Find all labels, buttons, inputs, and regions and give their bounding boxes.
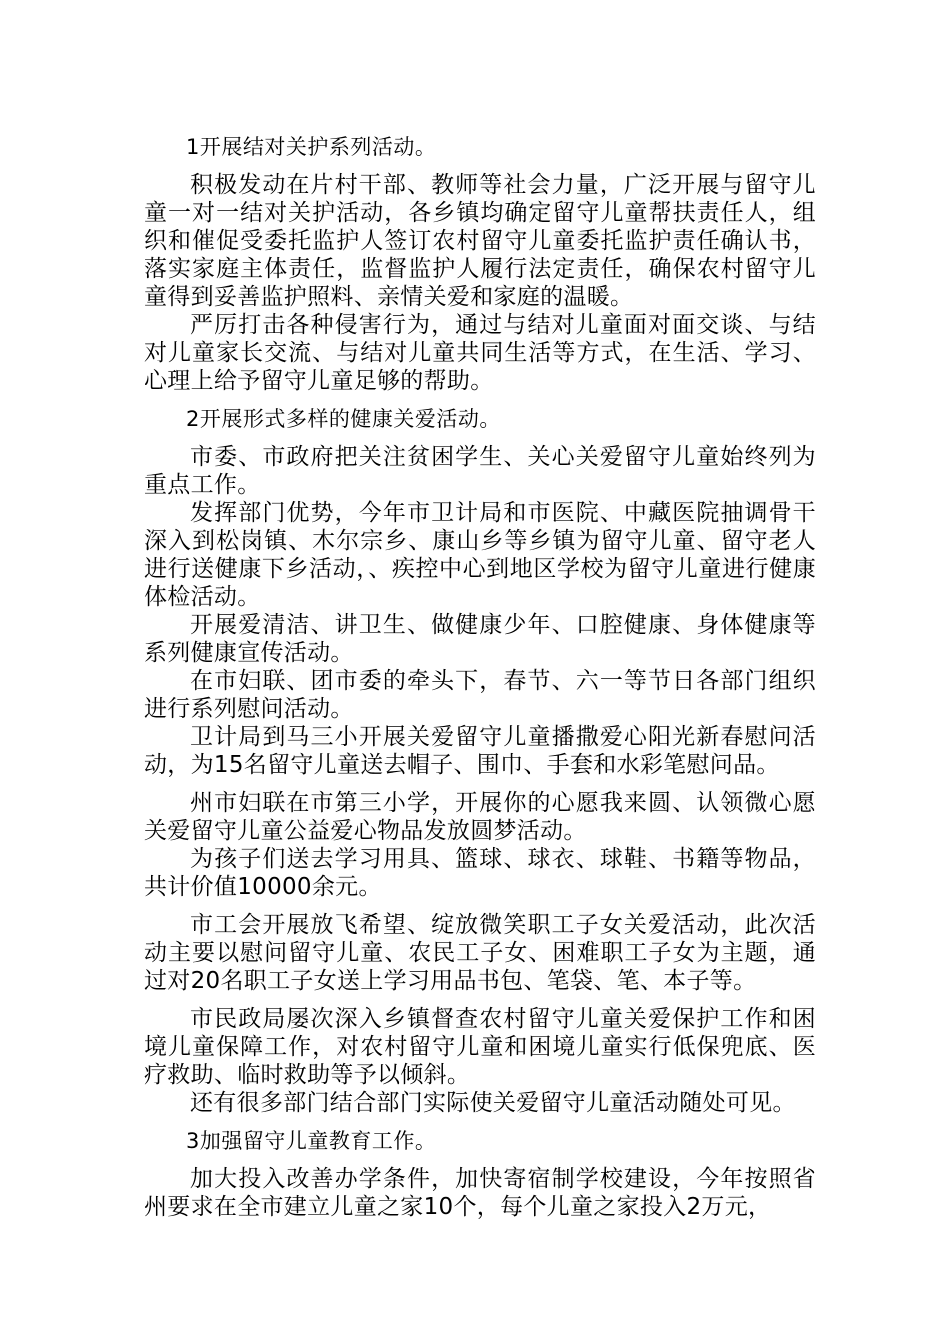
paragraph: 市民政局屡次深入乡镇督查农村留守儿童关爱保护工作和困境儿童保障工作，对农村留守儿童和困境儿童实行低保兜底、医疗救助、临时救助等予以倾斜。 — [144, 1006, 816, 1088]
paragraph: 为孩子们送去学习用具、篮球、球衣、球鞋、书籍等物品，共计价值10000余元。 — [144, 846, 816, 900]
paragraph: 积极发动在片村干部、教师等社会力量，广泛开展与留守儿童一对一结对关护活动，各乡镇均确定留守儿童帮扶责任人，组织和催促受委托监护人签订农村留守儿童委托监护责任确认书，落实家庭主体责任，监督监护人履行法定责任，确保农村留守儿童得到妥善监护照料、亲情关爱和家庭的温暖。 — [144, 172, 816, 310]
paragraph: 开展爱清洁、讲卫生、做健康少年、口腔健康、身体健康等系列健康宣传活动。 — [144, 612, 816, 666]
paragraph: 市委、市政府把关注贫困学生、关心关爱留守儿童始终列为重点工作。 — [144, 444, 816, 498]
section-heading-1: 1开展结对关护系列活动。 — [186, 135, 437, 159]
paragraph: 在市妇联、团市委的牵头下，春节、六一等节日各部门组织进行系列慰问活动。 — [144, 668, 816, 722]
paragraph: 卫计局到马三小开展关爱留守儿童播撒爱心阳光新春慰问活动，为15名留守儿童送去帽子、围巾、手套和水彩笔慰问品。 — [144, 724, 816, 778]
paragraph: 市工会开展放飞希望、绽放微笑职工子女关爱活动，此次活动主要以慰问留守儿童、农民工子女、困难职工子女为主题，通过对20名职工子女送上学习用品书包、笔袋、笔、本子等。 — [144, 912, 816, 994]
section-heading-3: 3加强留守儿童教育工作。 — [186, 1129, 437, 1153]
paragraph: 加大投入改善办学条件，加快寄宿制学校建设，今年按照省州要求在全市建立儿童之家10个，每个儿童之家投入2万元， — [144, 1166, 816, 1220]
paragraph: 严厉打击各种侵害行为，通过与结对儿童面对面交谈、与结对儿童家长交流、与结对儿童共同生活等方式，在生活、学习、心理上给予留守儿童足够的帮助。 — [144, 312, 816, 394]
section-heading-2: 2开展形式多样的健康关爱活动。 — [186, 407, 501, 431]
paragraph: 发挥部门优势，今年市卫计局和市医院、中藏医院抽调骨干深入到松岗镇、木尔宗乡、康山乡等乡镇为留守儿童、留守老人进行送健康下乡活动，、疾控中心到地区学校为留守儿童进行健康体检活动。 — [144, 500, 816, 610]
document-body — [144, 133, 816, 1221]
paragraph: 州市妇联在市第三小学，开展你的心愿我来圆、认领微心愿关爱留守儿童公益爱心物品发放圆梦活动。 — [144, 790, 816, 844]
paragraph: 还有很多部门结合部门实际使关爱留守儿童活动随处可见。 — [190, 1090, 796, 1116]
